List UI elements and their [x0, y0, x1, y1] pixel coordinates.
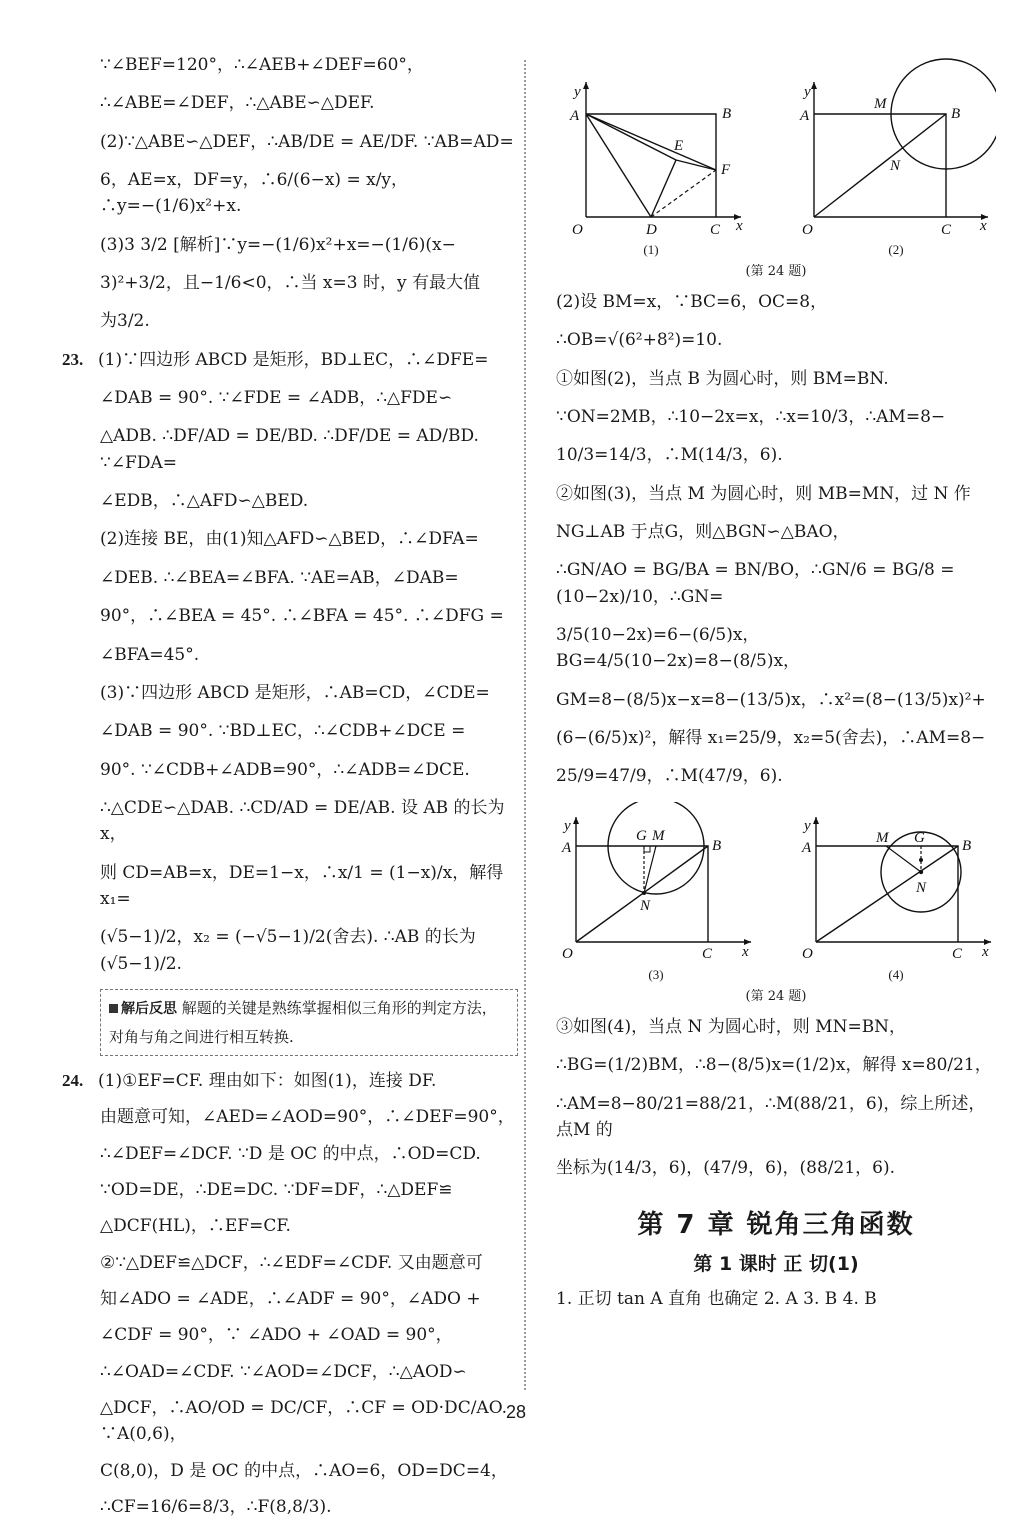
text-line: △DCF，∴AO/OD = DC/CF，∴CF = OD·DC/AO. ∵A(0,6)，	[100, 1398, 508, 1445]
label-A: A	[802, 839, 812, 856]
label-M: M	[652, 827, 665, 844]
label-x: x	[980, 218, 987, 234]
text-line: 90°，∴∠BEA = 45°. ∴∠BFA = 45°. ∴∠DFG =	[100, 606, 504, 627]
label-x: x	[982, 943, 989, 960]
label-A: A	[570, 108, 580, 124]
question-number-24: 24.	[62, 1071, 84, 1091]
label-A: A	[562, 839, 572, 856]
text-line: ∵ON=2MB，∴10−2x=x，∴x=10/3，∴AM=8−	[556, 407, 946, 428]
figure-caption-top: (第 24 题)	[745, 264, 807, 279]
label-G: G	[914, 829, 925, 846]
question-24-line	[62, 1068, 518, 1094]
label-y: y	[804, 84, 811, 100]
text-line: ∴OB=√(6²+8²)=10.	[556, 330, 723, 351]
label-C: C	[710, 222, 721, 238]
text-line: ②∵△DEF≌△DCF，∴∠EDF=∠CDF. 又由题意可	[100, 1252, 483, 1273]
label-N: N	[890, 158, 901, 174]
text-line: 由题意可知，∠AED=∠AOD=90°，∴∠DEF=90°，	[100, 1107, 515, 1128]
label-x: x	[742, 943, 749, 960]
label-C: C	[952, 945, 963, 962]
square-bullet-icon	[109, 1004, 118, 1013]
text-line: ∠BFA=45°.	[100, 644, 200, 665]
label-y: y	[564, 817, 571, 834]
question-number-23: 23.	[62, 349, 84, 369]
text-line: 90°. ∵∠CDB+∠ADB=90°，∴∠ADB=∠DCE.	[100, 759, 470, 780]
text-line: (√5−1)/2，x₂ = (−√5−1)/2(舍去). ∴AB 的长为(√5−1)/2.	[100, 927, 476, 974]
label-B: B	[722, 106, 732, 122]
label-C: C	[702, 945, 713, 962]
text-line: ∠DEB. ∴∠BEA=∠BFA. ∵AE=AB，∠DAB=	[100, 567, 459, 588]
label-O: O	[802, 945, 813, 962]
reflection-box	[100, 989, 518, 1056]
left-column	[62, 52, 518, 1531]
label-M: M	[874, 96, 887, 112]
text-line: (6−(6/5)x)²，解得 x₁=25/9，x₂=5(舍去)，∴AM=8−	[556, 728, 986, 749]
text-line: ∴∠ABE=∠DEF，∴△ABE∽△DEF.	[100, 93, 375, 114]
text-line: (3)∵四边形 ABCD 是矩形，∴AB=CD，∠CDE=	[100, 682, 490, 703]
text-line: ∠EDB，∴△AFD∽△BED.	[100, 491, 309, 512]
text-line: 3)²+3/2，且−1/6<0，∴当 x=3 时，y 有最大值	[100, 273, 480, 294]
text-line: (1)∵四边形 ABCD 是矩形，BD⊥EC，∴∠DFE=	[98, 349, 489, 370]
text-line: ∴△CDE∽△DAB. ∴CD/AD = DE/AB. 设 AB 的长为 x，	[100, 797, 505, 845]
text-line: (2)连接 BE，由(1)知△AFD∽△BED，∴∠DFA=	[100, 529, 479, 550]
text-line: ∴CF=16/6=8/3，∴F(8,8/3).	[100, 1497, 332, 1518]
figure-1-diagram	[556, 52, 746, 242]
figure-3	[556, 802, 756, 983]
text-line: 10/3=14/3，∴M(14/3，6).	[556, 445, 783, 466]
text-line: ∴∠DEF=∠DCF. ∵D 是 OC 的中点，∴OD=CD.	[100, 1143, 481, 1164]
page-number: 28	[505, 1402, 527, 1422]
text-line: ∴∠OAD=∠CDF. ∵∠AOD=∠DCF，∴△AOD∽	[100, 1361, 467, 1382]
label-B: B	[712, 837, 722, 854]
label-O: O	[572, 222, 583, 238]
text-line: C(8,0)，D 是 OC 的中点，∴AO=6，OD=DC=4，	[100, 1460, 508, 1481]
lesson-title: 第 1 课时 正 切(1)	[693, 1252, 859, 1275]
question-23-line	[62, 347, 518, 373]
figure-4-sublabel: (4)	[888, 966, 904, 982]
label-M: M	[876, 829, 889, 846]
figure-caption-bottom: (第 24 题)	[745, 988, 807, 1004]
text-line: ∠CDF = 90°，∵ ∠ADO + ∠OAD = 90°，	[100, 1325, 453, 1346]
figure-row-bottom	[556, 802, 996, 983]
chapter-title: 第 7 章 锐角三角函数	[637, 1209, 915, 1240]
text-line: ∴GN/AO = BG/BA = BN/BO，∴GN/6 = BG/8 = (10−2x)/10，∴GN=	[556, 560, 955, 607]
answers-line: 1. 正切 tan A 直角 也确定 2. A 3. B 4. B	[556, 1288, 877, 1309]
text-line: ①如图(2)，当点 B 为圆心时，则 BM=BN.	[556, 368, 889, 389]
label-D: D	[646, 222, 657, 238]
text-line: ∵OD=DE，∴DE=DC. ∵DF=DF，∴△DEF≌	[100, 1180, 453, 1201]
label-y: y	[574, 84, 581, 100]
label-G: G	[636, 827, 647, 844]
label-B: B	[951, 106, 961, 122]
label-x: x	[736, 218, 743, 234]
label-y: y	[804, 817, 811, 834]
text-line: ∴AM=8−80/21=88/21，∴M(88/21，6)，综上所述，点M 的	[556, 1093, 986, 1140]
text-line: (2)设 BM=x，∵BC=6，OC=8，	[556, 292, 828, 312]
text-line: NG⊥AB 于点G，则△BGN∽△BAO，	[556, 522, 850, 543]
figure-2-diagram	[796, 52, 996, 242]
text-line: 则 CD=AB=x，DE=1−x，∴x/1 = (1−x)/x，解得 x₁=	[100, 862, 504, 909]
figure-3-sublabel: (3)	[648, 966, 664, 982]
reflection-text: 解题的关键是熟练掌握相似三角形的判定方法，对角与角之间进行相互转换.	[109, 998, 497, 1046]
text-line: ∴BG=(1/2)BM，∴8−(8/5)x=(1/2)x，解得 x=80/21，	[556, 1055, 992, 1076]
text-line: ∠DAB = 90°. ∵∠FDE = ∠ADB，∴△FDE∽	[100, 388, 453, 409]
text-line: △DCF(HL)，∴EF=CF.	[100, 1216, 291, 1237]
text-line: 知∠ADO = ∠ADE，∴∠ADF = 90°，∠ADO +	[100, 1289, 481, 1310]
label-A: A	[800, 108, 810, 124]
text-line: 为3/2.	[100, 311, 150, 332]
figure-row-top	[556, 52, 996, 258]
text-line: 6，AE=x，DF=y，∴6/(6−x) = x/y，∴y=−(1/6)x²+x.	[100, 170, 409, 217]
figure-1	[556, 52, 746, 258]
text-line: △ADB. ∴DF/AD = DE/BD. ∴DF/DE = AD/BD. ∵∠FDA=	[100, 426, 479, 473]
text-line: ∵∠BEF=120°，∴∠AEB+∠DEF=60°，	[100, 55, 424, 75]
right-column	[556, 52, 996, 1324]
figure-4-diagram	[796, 802, 996, 967]
text-line: ∠DAB = 90°. ∵BD⊥EC，∴∠CDB+∠DCE =	[100, 721, 466, 742]
column-divider	[524, 60, 526, 1390]
figure-1-sublabel: (1)	[643, 242, 659, 257]
text-line: ③如图(4)，当点 N 为圆心时，则 MN=BN，	[556, 1016, 907, 1037]
text-line: ②如图(3)，当点 M 为圆心时，则 MB=MN，过 N 作	[556, 483, 971, 504]
text-line: (2)∵△ABE∽△DEF，∴AB/DE = AE/DF. ∵AB=AD=	[100, 131, 514, 152]
label-B: B	[962, 837, 972, 854]
text-line: GM=8−(8/5)x−x=8−(13/5)x，∴x²=(8−(13/5)x)²+	[556, 689, 986, 710]
text-line: (1)①EF=CF. 理由如下：如图(1)，连接 DF.	[98, 1071, 437, 1092]
text-line: 3/5(10−2x)=6−(6/5)x，BG=4/5(10−2x)=8−(8/5)x，	[556, 625, 801, 672]
text-line: (3)3 3/2 [解析]∵y=−(1/6)x²+x=−(1/6)(x−	[100, 234, 456, 255]
label-E: E	[674, 138, 684, 154]
label-N: N	[640, 897, 651, 914]
label-O: O	[802, 222, 813, 238]
figure-2	[796, 52, 996, 258]
reflection-label: 解后反思	[121, 1000, 177, 1017]
label-F: F	[721, 162, 731, 178]
label-O: O	[562, 945, 573, 962]
figure-4	[796, 802, 996, 983]
figure-2-sublabel: (2)	[888, 242, 904, 257]
label-C: C	[941, 222, 952, 238]
label-N: N	[916, 879, 927, 896]
text-line: 25/9=47/9，∴M(47/9，6).	[556, 766, 783, 787]
text-line: 坐标为(14/3，6)，(47/9，6)，(88/21，6).	[556, 1158, 895, 1179]
figure-3-diagram	[556, 802, 756, 967]
